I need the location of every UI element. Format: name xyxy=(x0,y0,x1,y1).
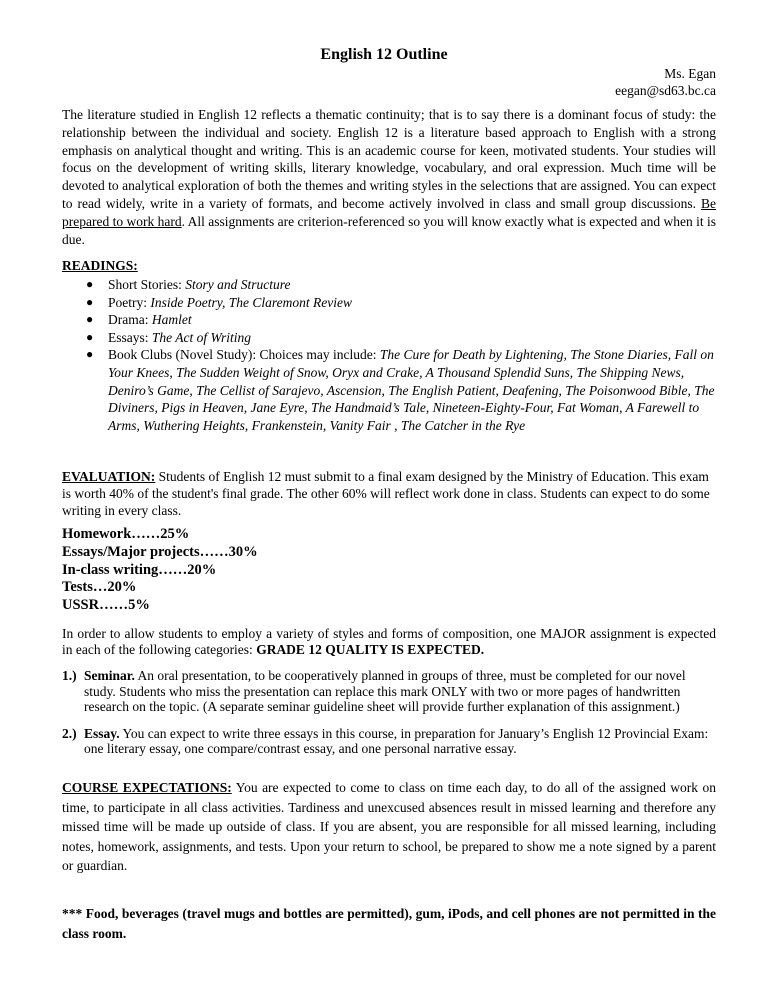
footer-note: *** Food, beverages (travel mugs and bottles are permitted), gum, iPods, and cell phones are not permitted in the class room. xyxy=(62,906,716,941)
reading-works: Hamlet xyxy=(151,312,192,328)
item-lead: Essay. xyxy=(84,725,120,741)
reading-label: Book Clubs (Novel Study): Choices may include: xyxy=(108,347,380,363)
item-number: 1.) xyxy=(62,668,77,683)
evaluation-paragraph xyxy=(62,468,716,519)
bullet-icon: ● xyxy=(86,277,94,291)
quality-emphasis: GRADE 12 QUALITY IS EXPECTED. xyxy=(256,641,485,657)
reading-works: Story and Structure xyxy=(185,277,291,292)
list-item xyxy=(86,276,716,294)
page-title: English 12 Outline xyxy=(320,46,448,63)
list-item xyxy=(86,294,716,312)
bullet-icon: ● xyxy=(86,347,94,362)
author-block xyxy=(615,65,716,99)
grade-item: USSR……5% xyxy=(62,597,150,614)
author-name: Ms. Egan xyxy=(664,66,716,81)
list-item xyxy=(86,329,716,347)
item-lead: Seminar. xyxy=(84,668,135,683)
author-email: eegan@sd63.bc.ca xyxy=(615,83,716,98)
readings-list xyxy=(86,276,716,434)
intro-emphasis: Be prepared to work hard xyxy=(62,195,716,229)
assignments-intro-text: In order to allow students to employ a variety of styles and forms of composition, one MAJOR assignment is expected in each of the following categories: xyxy=(62,626,716,657)
reading-label: Poetry: xyxy=(108,294,151,310)
reading-label: Short Stories: xyxy=(108,277,186,292)
item-text: You can expect to write three essays in this course, in preparation for January’s English 12 Provincial Exam: one literary essay, one compare/contrast essay, and one personal narrative essay. xyxy=(84,725,709,756)
reading-works: The Act of Writing xyxy=(151,329,252,345)
reading-works: The Cure for Death by Lightening, The Stone Diaries, Fall on Your Knees, The Sudden Weight of Snow, Oryx and Crake, A Thousand Splendid Suns, The Shipping News, Deniro’s Game, The Cellist of Sarajevo, Ascension, The English Patient, Deafening, The Poisonwood Bible, The Diviners, Pigs in Heaven, Jane Eyre, The Handmaid’s Tale, Nineteen-Eighty-Four, Fat Woman, A Farewell to Arms, Wuthering Heights, Frankenstein, Vanity Fair , The Catcher in the Rye xyxy=(108,347,715,433)
reading-label: Essays: xyxy=(108,329,152,345)
grade-item: In-class writing……20% xyxy=(62,561,217,578)
assignment-list xyxy=(62,668,716,768)
bullet-icon: ● xyxy=(86,312,94,327)
item-text: An oral presentation, to be cooperatively planned in groups of three, must be completed for our novel study. Students who miss the presentation can replace this mark ONLY with two or more pages of handwritten research on the topic. (A separate seminar guideline sheet will provide further explanation of this assignment.) xyxy=(84,668,686,714)
list-item xyxy=(86,311,716,329)
assignments-intro xyxy=(62,626,716,657)
evaluation-heading: EVALUATION: xyxy=(62,469,156,484)
grade-item: Homework……25% xyxy=(62,526,190,542)
evaluation-text: Students of English 12 must submit to a final exam designed by the Ministry of Education. This exam is worth 40% of the student's final grade. The other 60% will reflect work done in class. Students can expect to do some writing in every class. xyxy=(62,469,710,518)
expectations-heading: COURSE EXPECTATIONS: xyxy=(62,780,232,795)
readings-heading: READINGS: xyxy=(62,258,138,273)
bullet-icon: ● xyxy=(86,294,94,309)
grade-item: Tests…20% xyxy=(62,579,137,596)
reading-label: Drama: xyxy=(108,312,152,328)
list-item xyxy=(86,346,716,434)
reading-works: Inside Poetry, The Claremont Review xyxy=(150,294,352,310)
list-item xyxy=(62,726,716,757)
intro-text: The literature studied in English 12 reflects a thematic continuity; that is to say there is a dominant focus of study: the relationship between the individual and society. English 12 is a literature based approach to English with a strong emphasis on analytical thought and writing. This is an academic course for keen, motivated students. Your studies will focus on the development of writing skills, literary knowledge, vocabulary, and oral expression. Much time will be devoted to analytical exploration of both the themes and writing styles in the selections that are assigned. You can expect to read widely, write in a variety of formats, and become actively involved in class and small group discussions. xyxy=(62,107,716,211)
bullet-icon: ● xyxy=(86,329,94,344)
list-item xyxy=(62,668,716,715)
item-number: 2.) xyxy=(62,725,77,741)
grade-item: Essays/Major projects……30% xyxy=(62,543,258,560)
intro-text-end: . All assignments are criterion-referenced so you will know exactly what is expected and when it is due. xyxy=(62,213,716,247)
grade-breakdown xyxy=(62,526,258,615)
expectations-text: You are expected to come to class on time each day, to do all of the assigned work on time, to participate in all class activities. Tardiness and unexcused absences result in missed learning and therefore any missed time will be made up outside of class. If you are absent, you are responsible for all missed learning, including notes, homework, assignments, and tests. Upon your return to school, be prepared to show me a note signed by a parent or guardian. xyxy=(62,780,716,873)
intro-paragraph xyxy=(62,106,716,248)
expectations-paragraph xyxy=(62,778,716,876)
